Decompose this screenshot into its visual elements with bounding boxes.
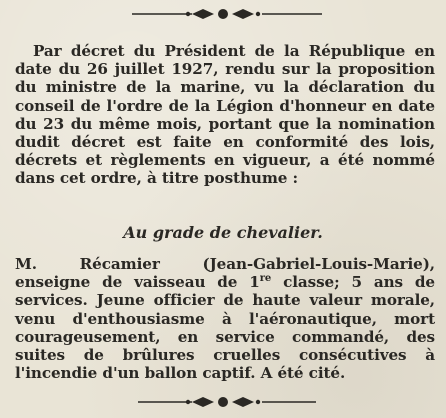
citation-ordinal-superscript: re <box>259 273 272 285</box>
citation-text-end: classe; 5 ans de services. Jeune officier de haute valeur morale, venu d'enthousiasme à l'aéronautique, mort courageusement, en service commandé, des suites de brûlures cruelles consécutives à l'incendie d'un ballon captif. A été cité. <box>15 273 435 383</box>
top-ornament-divider <box>0 4 446 24</box>
decree-paragraph: Par décret du Président de la République en date du 26 juillet 1927, rendu sur la proposition du ministre de la marine, vu la déclaration du conseil de l'ordre de la Légion d'honneur en date du 23 du même mois, portant que la nomination dudit décret est faite en conformité des lois, décrets et règlements en vigueur, a été nommé dans cet ordre, à titre posthume : <box>15 42 435 188</box>
citation-paragraph <box>15 255 435 382</box>
citation-text-start: M. Récamier (Jean-Gabriel-Louis-Marie), enseigne de vaisseau de 1 <box>15 255 435 292</box>
grade-heading: Au grade de chevalier. <box>123 223 323 242</box>
bottom-ornament-divider <box>0 392 446 412</box>
